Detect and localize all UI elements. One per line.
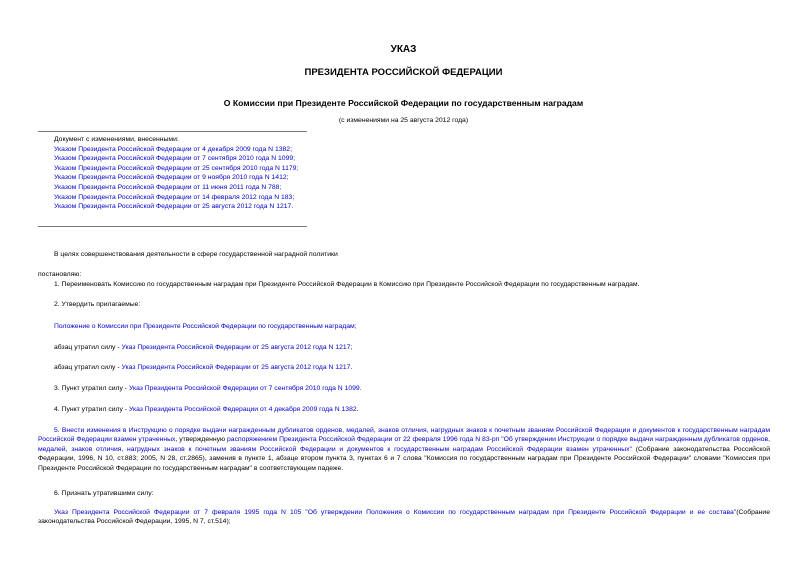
preamble: В целях совершенствования деятельности в сфере государственной наградной политики [54,251,338,258]
decree-link[interactable]: Указ Президента Российской Федерации от 4 декабря 2009 года N 1382 [128,406,357,413]
punctuation: . [356,406,359,413]
changes-top-rule [38,131,307,132]
citation-text: (Собрание законодательства Российской Федерации, 1995, N 7, ст.514); [38,509,770,526]
paragraph-2-item-3 [54,363,352,372]
document-issuer: ПРЕЗИДЕНТА РОССИЙСКОЙ ФЕДЕРАЦИИ [304,67,503,78]
changes-heading: Документ с изменениями, внесенными: [54,136,179,143]
edition-note: (с изменениями на 25 августа 2012 года) [338,117,469,124]
decree-link[interactable]: Указ Президента Российской Федерации от 7 сентября 2010 года N 1099 [128,385,360,392]
paragraph-6: 6. Признать утратившими силу: [54,490,154,497]
decree-link[interactable]: Указ Президента Российской Федерации от 25 августа 2012 года N 1217 [121,344,351,351]
paragraph-5-text: , утвержденную [175,436,228,444]
change-link[interactable]: Указом Президента Российской Федерации от 9 ноября 2010 года N 1412; [54,174,289,182]
instruction-link[interactable]: 5. Внести изменения в Инструкцию о порядке выдачи награжденным дубликатов орденов, медалей, знаков отличия, нагрудных знаков к почетным званиям Российской Федерации и документов к государственным наградам Российской Федерации взамен утраченных [38,427,770,444]
change-link[interactable]: Указом Президента Российской Федерации от 11 июня 2011 года N 788; [54,183,282,191]
change-link[interactable]: Указом Президента Российской Федерации от 25 сентября 2010 года N 1179; [54,164,299,172]
paragraph-6-item-1 [38,508,770,527]
paragraph-4 [54,405,359,414]
lapsed-text: абзац утратил силу - [54,364,122,371]
change-link[interactable]: Указом Президента Российской Федерации от 7 сентября 2010 года N 1099; [54,155,296,163]
paragraph-3 [54,384,362,393]
punctuation: . [350,364,353,371]
regulation-link[interactable]: Положение о Комиссии при Президенте Российской Федерации по государственным наградам; [54,323,357,330]
document-subject: О Комиссии при Президенте Российской Федерации по государственным наградам [223,98,584,108]
paragraph-2-item-2 [54,343,352,352]
paragraph-5 [38,426,770,473]
changes-bottom-rule [38,226,307,227]
punctuation: . [359,385,362,392]
order-link[interactable]: распоряжением Президента Российской Федерации от 22 февраля 1996 года N 83-рп "Об утверждении Инструкции о порядке выдачи награжденным дубликатов орденов, медалей, знаков отличия, нагрудных знаков к почетным званиям Российской Федерации и документов к государственным наградам Российской Федерации взамен утраченных" [38,436,770,453]
changes-block [54,135,298,212]
document-title: УКАЗ [390,44,417,55]
change-link[interactable]: Указом Президента Российской Федерации от 14 февраля 2012 года N 183; [54,193,295,201]
change-link[interactable]: Указом Президента Российской Федерации от 4 декабря 2009 года N 1382; [54,145,292,153]
paragraph-1: 1. Переименовать Комиссию по государственным наградам при Президенте Российской Федерации в Комиссию при Президенте Российской Федерации по государственным наградам. [54,281,640,288]
repealed-decree-link[interactable]: Указ Президента Российской Федерации от 7 февраля 1995 года N 105 "Об утверждении Положения о Комиссии по государственным наградам при Президенте Российской Федерации и ее состава" [54,509,737,516]
paragraph-2: 2. Утвердить прилагаемые: [54,301,141,308]
lapsed-text: 4. Пункт утратил силу - [54,406,129,413]
punctuation: ; [350,344,353,351]
decree-link[interactable]: Указ Президента Российской Федерации от 25 августа 2012 года N 1217 [121,364,351,371]
lapsed-text: 3. Пункт утратил силу - [54,385,129,392]
lapsed-text: абзац утратил силу - [54,344,122,351]
paragraph-5-text-2: (Собрание законодательства Российской Федерации, 1996, N 10, ст.883; 2005, N 28, ст.2865), заменив в пункте 1, абзаце втором пункта 3, пунктах 6 и 7 слова "Комиссия по государственным наградам при Президенте Российской Федерации" словами "Комиссия при Президенте Российской Федерации по государственным наградам" в соответствующем падеже. [38,445,770,472]
change-link[interactable]: Указом Президента Российской Федерации от 25 августа 2012 года N 1217. [54,203,294,211]
decree-word: постановляю: [38,271,82,278]
